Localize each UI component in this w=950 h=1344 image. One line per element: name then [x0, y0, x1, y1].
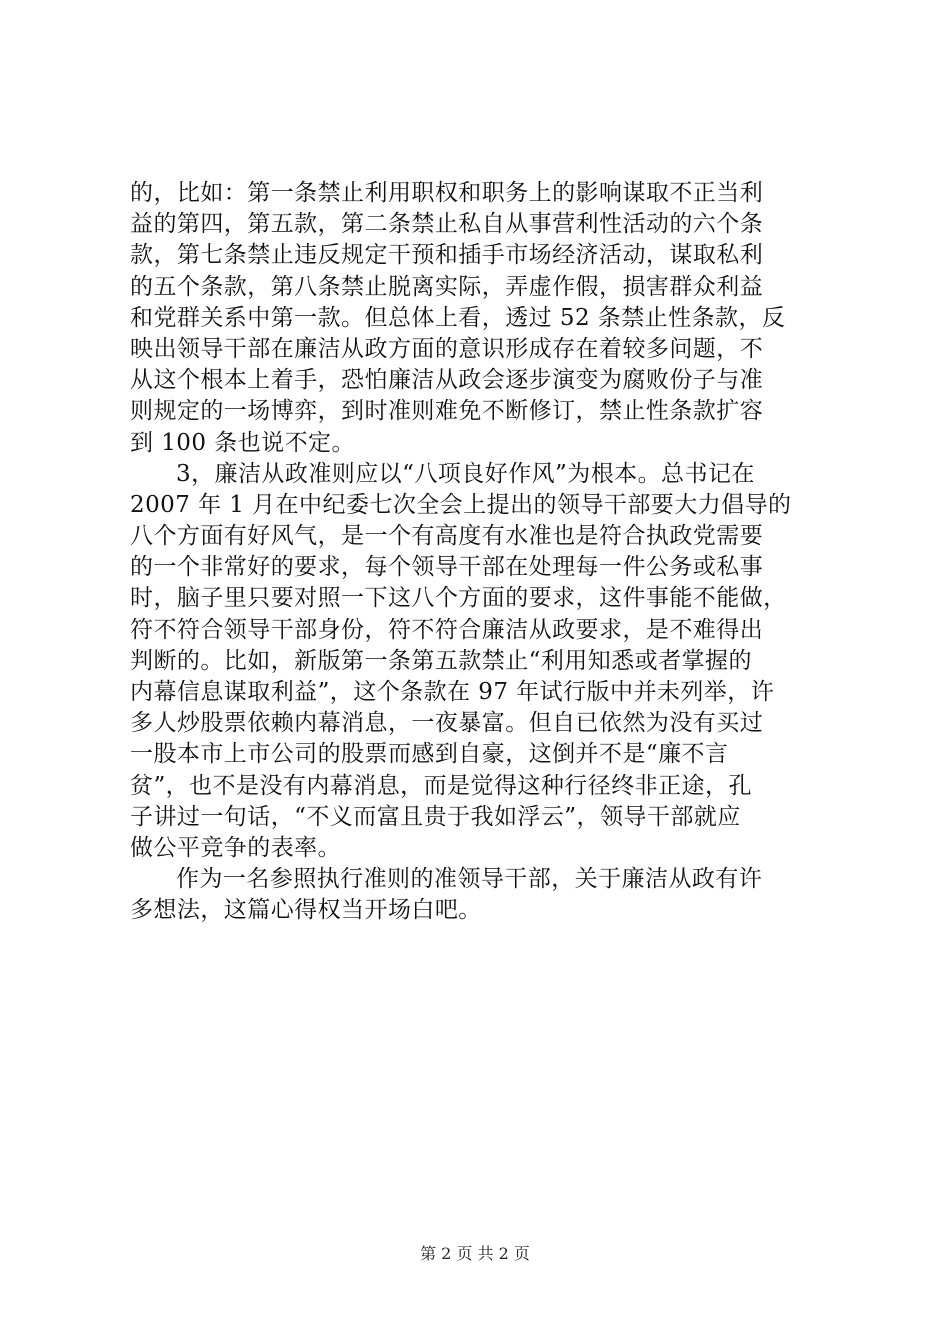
text-line: 从这个根本上着手，恐怕廉洁从政会逐步演变为腐败份子与准: [130, 367, 764, 394]
text-line: 多人炒股票依赖内幕消息，一夜暴富。但自已依然为没有买过: [130, 710, 764, 737]
text-line: 作为一名参照执行准则的准领导干部，关于廉洁从政有许: [176, 866, 763, 893]
text-line: 时，脑子里只要对照一下这八个方面的要求，这件事能不能做，: [130, 585, 787, 612]
document-body: [130, 178, 830, 927]
text-line: 的，比如：第一条禁止利用职权和职务上的影响谋取不正当利: [130, 180, 764, 206]
text-line: 的五个条款，第八条禁止脱离实际，弄虚作假，损害群众利益: [130, 273, 764, 300]
text-line: 3，廉洁从政准则应以“八项良好作风”为根本。总书记在: [176, 460, 755, 487]
page-footer: 第 2 页 共 2 页: [420, 1244, 530, 1263]
text-line: 符不符合领导干部身份，符不符合廉洁从政要求，是不难得出: [130, 616, 764, 643]
text-line: 多想法，这篇心得权当开场白吧。: [130, 897, 482, 924]
text-line: 到 100 条也说不定。: [130, 429, 355, 456]
text-line: 款，第七条禁止违反规定干预和插手市场经济活动，谋取私利: [130, 242, 764, 269]
text-line: 则规定的一场博弈，到时准则难免不断修订，禁止性条款扩容: [130, 398, 764, 425]
text-line: 益的第四，第五款，第二条禁止私自从事营利性活动的六个条: [130, 211, 764, 238]
text-line: 判断的。比如，新版第一条第五款禁止“利用知悉或者掌握的: [130, 647, 752, 674]
text-line: 贫”，也不是没有内幕消息，而是觉得这种行径终非正途，孔: [130, 772, 752, 799]
text-line: 八个方面有好风气，是一个有高度有水准也是符合执政党需要: [130, 523, 764, 550]
text-line: 一股本市上市公司的股票而感到自豪，这倒并不是“廉不言: [130, 741, 729, 768]
text-line: 映出领导干部在廉洁从政方面的意识形成存在着较多问题，不: [130, 335, 764, 362]
text-line: 内幕信息谋取利益”，这个条款在 97 年试行版中并未列举，许: [130, 679, 775, 705]
text-line: 和党群关系中第一款。但总体上看，透过 52 条禁止性条款，反: [130, 304, 786, 331]
text-line: 做公平竞争的表率。: [130, 834, 342, 861]
text-line: 的一个非常好的要求，每个领导干部在处理每一件公务或私事: [130, 554, 764, 581]
text-line: 2007 年 1 月在中纪委七次全会上提出的领导干部要大力倡导的: [130, 491, 792, 518]
text-line: 子讲过一句话，“不义而富且贵于我如浮云”，领导干部就应: [130, 803, 741, 830]
